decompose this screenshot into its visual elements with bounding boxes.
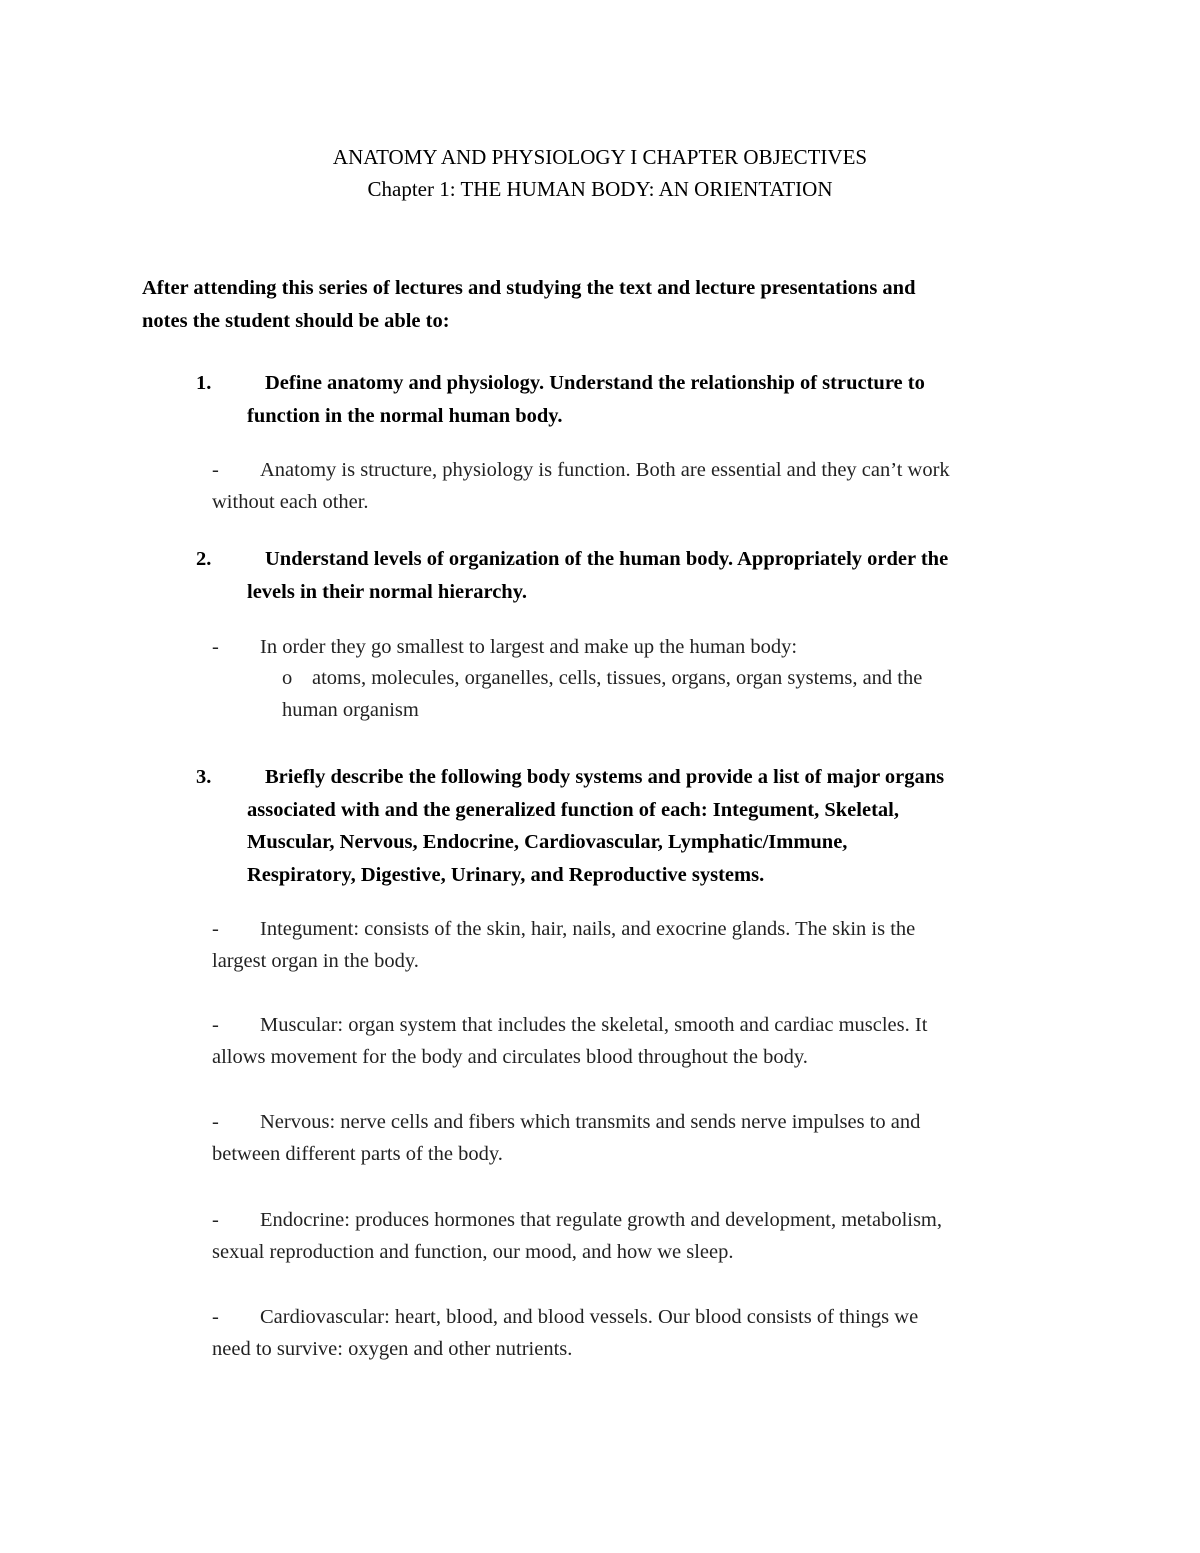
objective-line: Understand levels of organization of the human body. Appropriately order the	[265, 548, 949, 570]
objective-line: Define anatomy and physiology. Understand the relationship of structure to	[265, 372, 925, 394]
answer-line: Muscular: organ system that includes the skeletal, smooth and cardiac muscles. It	[260, 1014, 928, 1036]
objective-line: Briefly describe the following body systems and provide a list of major organs	[265, 766, 945, 788]
answer-line: Anatomy is structure, physiology is function. Both are essential and they can’t work	[260, 459, 950, 481]
dash-bullet: -	[212, 1306, 219, 1328]
objective-number: 2.	[196, 548, 212, 570]
answer-line: without each other.	[212, 490, 369, 513]
answer-3-3	[212, 1107, 1072, 1170]
chapter-subtitle: Chapter 1: THE HUMAN BODY: AN ORIENTATION	[367, 177, 833, 201]
answer-1-1	[212, 455, 1072, 518]
answer-line: Endocrine: produces hormones that regulate growth and development, metabolism,	[260, 1209, 943, 1231]
objective-number: 1.	[196, 372, 212, 394]
answer-3-2	[212, 1010, 1072, 1073]
answer-line: In order they go smallest to largest and make up the human body:	[260, 636, 798, 658]
sub-answer-2	[282, 663, 1062, 726]
answer-3-1	[212, 914, 1072, 977]
objective-line: Respiratory, Digestive, Urinary, and Reproductive systems.	[247, 863, 765, 886]
objective-number: 3.	[196, 766, 212, 788]
answer-line: between different parts of the body.	[212, 1142, 503, 1165]
dash-bullet: -	[212, 636, 219, 658]
sub-answer-line: atoms, molecules, organelles, cells, tissues, organs, organ systems, and the	[312, 667, 923, 689]
answer-2-1	[212, 632, 1072, 664]
objective-3	[196, 761, 1076, 891]
answer-line: sexual reproduction and function, our mood, and how we sleep.	[212, 1240, 734, 1263]
dash-bullet: -	[212, 459, 219, 481]
circle-bullet: o	[282, 667, 293, 689]
objective-line: Muscular, Nervous, Endocrine, Cardiovascular, Lymphatic/Immune,	[247, 831, 848, 853]
objective-line: associated with and the generalized function of each: Integument, Skeletal,	[247, 798, 899, 821]
intro-line: notes the student should be able to:	[142, 310, 450, 332]
objective-1	[196, 367, 1076, 432]
intro-line: After attending this series of lectures and studying the text and lecture presentations and	[142, 277, 916, 299]
answer-line: Cardiovascular: heart, blood, and blood vessels. Our blood consists of things we	[260, 1306, 919, 1328]
answer-3-5	[212, 1302, 1072, 1365]
document-title: ANATOMY AND PHYSIOLOGY I CHAPTER OBJECTIVES	[332, 145, 868, 169]
answer-line: Nervous: nerve cells and fibers which transmits and sends nerve impulses to and	[260, 1111, 921, 1133]
dash-bullet: -	[212, 1111, 219, 1133]
intro-paragraph	[142, 272, 1062, 338]
answer-3-4	[212, 1205, 1072, 1268]
objective-line: function in the normal human body.	[247, 404, 563, 427]
answer-line: need to survive: oxygen and other nutrients.	[212, 1337, 573, 1360]
objective-2	[196, 543, 1076, 608]
answer-line: allows movement for the body and circulates blood throughout the body.	[212, 1045, 808, 1068]
objective-line: levels in their normal hierarchy.	[247, 580, 527, 603]
dash-bullet: -	[212, 918, 219, 940]
answer-line: Integument: consists of the skin, hair, nails, and exocrine glands. The skin is the	[260, 918, 916, 940]
dash-bullet: -	[212, 1209, 219, 1231]
answer-line: largest organ in the body.	[212, 949, 419, 972]
sub-answer-line: human organism	[282, 698, 419, 721]
dash-bullet: -	[212, 1014, 219, 1036]
